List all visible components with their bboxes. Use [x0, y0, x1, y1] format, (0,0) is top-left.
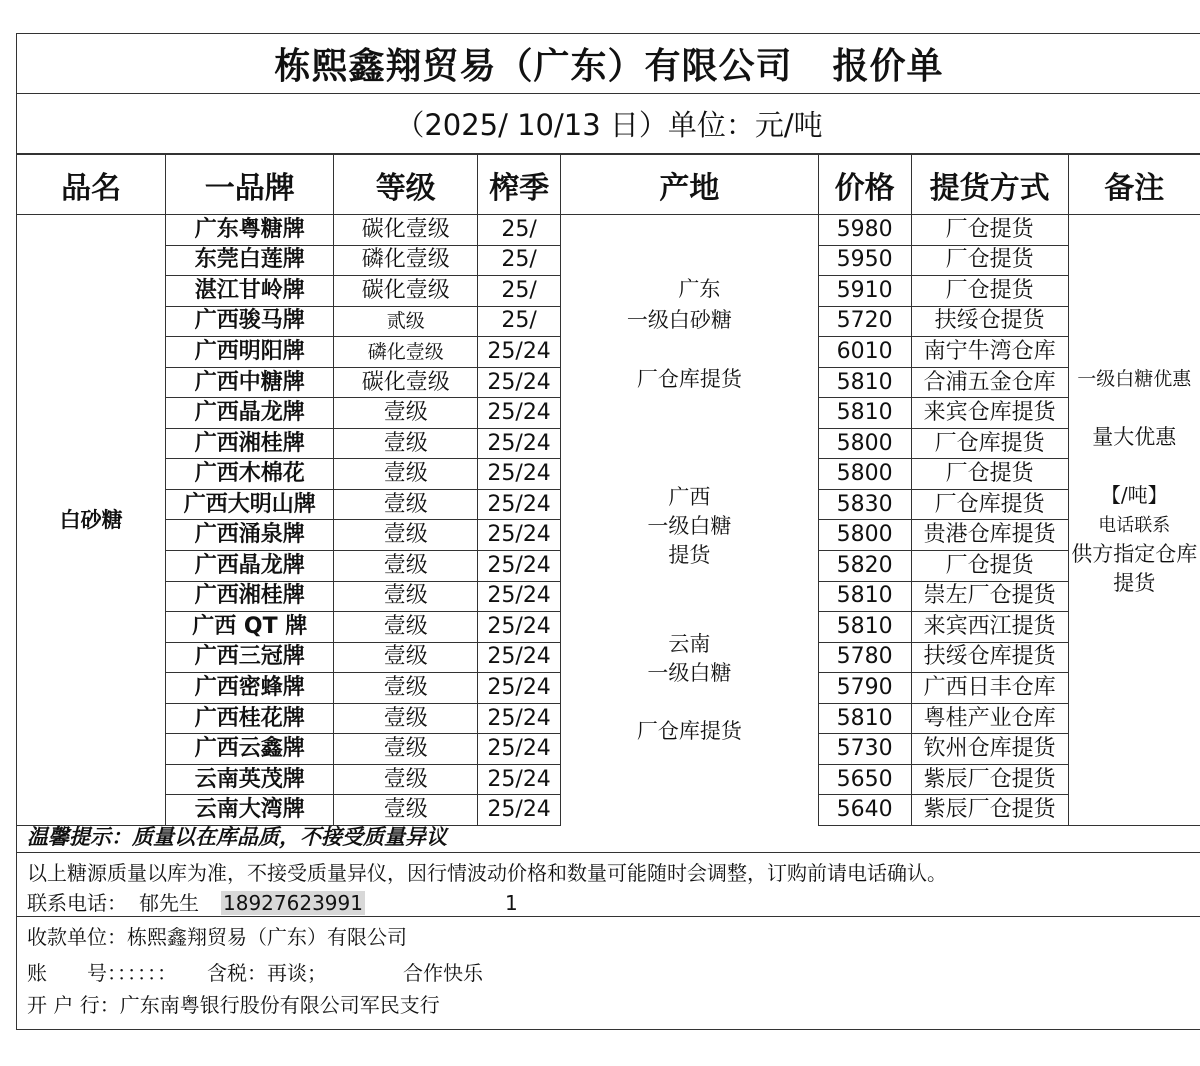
brand-cell: 广西明阳牌 [166, 337, 334, 368]
season-cell: 25/24 [478, 367, 561, 398]
payee-line: 收款单位：栋熙鑫翔贸易（广东）有限公司 [27, 925, 407, 949]
origin-note-gd1: 广东 [678, 277, 721, 301]
col-header-brand: 一品牌 [166, 155, 334, 215]
season-cell: 25/24 [478, 398, 561, 429]
price-cell: 5810 [818, 367, 911, 398]
contact-line [27, 887, 518, 916]
brand-cell: 湛江甘岭牌 [166, 276, 334, 307]
contact-extra: 1 [504, 891, 518, 915]
col-header-season: 榨季 [478, 155, 561, 215]
price-cell: 5650 [818, 764, 911, 795]
delivery-cell: 崇左厂仓提货 [911, 581, 1068, 612]
grade-cell: 碳化壹级 [334, 215, 478, 246]
price-cell: 5810 [818, 612, 911, 643]
season-cell: 25/24 [478, 489, 561, 520]
season-cell: 25/24 [478, 459, 561, 490]
col-header-remark: 备注 [1068, 155, 1200, 215]
delivery-cell: 扶绥仓提货 [911, 306, 1068, 337]
delivery-cell: 厂仓提货 [911, 276, 1068, 307]
bank-line: 开 户 行：广东南粤银行股份有限公司军民支行 [27, 993, 440, 1017]
delivery-cell: 厂仓提货 [911, 551, 1068, 582]
remark-cell [1068, 215, 1200, 826]
quotation-sheet [16, 33, 1200, 1030]
grade-cell: 壹级 [334, 734, 478, 765]
coop-note: 合作快乐 [403, 961, 483, 985]
remark-r4: 电话联系 [1098, 515, 1171, 536]
price-cell: 6010 [818, 337, 911, 368]
company-name: 栋熙鑫翔贸易（广东）有限公司 [274, 46, 793, 87]
origin-note-yn1: 云南 [668, 632, 711, 656]
price-cell: 5640 [818, 795, 911, 826]
product-name-cell: 白砂糖 [17, 215, 166, 826]
remark-r3: 【/吨】 [1100, 483, 1168, 507]
price-cell: 5820 [818, 551, 911, 582]
season-cell: 25/24 [478, 795, 561, 826]
doc-title: 报价单 [832, 46, 944, 87]
grade-cell: 壹级 [334, 489, 478, 520]
brand-cell: 广西桂花牌 [166, 703, 334, 734]
brand-cell: 云南英茂牌 [166, 764, 334, 795]
contact-label: 联系电话： [27, 891, 127, 915]
season-cell: 25/24 [478, 551, 561, 582]
brand-cell: 广西三冠牌 [166, 642, 334, 673]
price-cell: 5830 [818, 489, 911, 520]
brand-cell: 东莞白莲牌 [166, 245, 334, 276]
grade-cell: 贰级 [334, 306, 478, 337]
remark-r5: 供方指定仓库提货 [1071, 542, 1198, 595]
season-cell: 25/24 [478, 520, 561, 551]
grade-cell: 壹级 [334, 795, 478, 826]
delivery-cell: 厂仓库提货 [911, 428, 1068, 459]
payment-info [17, 917, 1200, 1031]
price-cell: 5730 [818, 734, 911, 765]
grade-cell: 壹级 [334, 612, 478, 643]
brand-cell: 广西涌泉牌 [166, 520, 334, 551]
brand-cell: 广西 QT 牌 [166, 612, 334, 643]
price-cell: 5810 [818, 581, 911, 612]
brand-cell: 广西骏马牌 [166, 306, 334, 337]
delivery-cell: 紫辰厂仓提货 [911, 764, 1068, 795]
page-title [17, 34, 1200, 94]
table-row [17, 215, 1200, 246]
brand-cell: 广西云鑫牌 [166, 734, 334, 765]
delivery-cell: 厂仓提货 [911, 215, 1068, 246]
remark-r1: 一级白糖优惠 [1077, 368, 1192, 390]
season-cell: 25/ [478, 276, 561, 307]
delivery-cell: 来宾西江提货 [911, 612, 1068, 643]
season-cell: 25/24 [478, 764, 561, 795]
col-header-grade: 等级 [334, 155, 478, 215]
season-cell: 25/24 [478, 642, 561, 673]
brand-cell: 广西晶龙牌 [166, 398, 334, 429]
season-cell: 25/ [478, 306, 561, 337]
delivery-cell: 厂仓提货 [911, 245, 1068, 276]
grade-cell: 壹级 [334, 398, 478, 429]
price-cell: 5780 [818, 642, 911, 673]
season-cell: 25/24 [478, 428, 561, 459]
brand-cell: 广西大明山牌 [166, 489, 334, 520]
grade-cell: 壹级 [334, 428, 478, 459]
season-cell: 25/24 [478, 703, 561, 734]
brand-cell: 广西密蜂牌 [166, 673, 334, 704]
phone-number[interactable]: 18927623991 [223, 891, 363, 915]
season-cell: 25/24 [478, 734, 561, 765]
price-table [17, 154, 1200, 826]
delivery-cell: 钦州仓库提货 [911, 734, 1068, 765]
brand-cell: 广东粤糖牌 [166, 215, 334, 246]
season-cell: 25/24 [478, 612, 561, 643]
brand-cell: 广西湘桂牌 [166, 581, 334, 612]
price-cell: 5720 [818, 306, 911, 337]
price-cell: 5800 [818, 520, 911, 551]
season-cell: 25/24 [478, 673, 561, 704]
origin-note-gx2: 一级白糖 [647, 514, 732, 538]
season-cell: 25/ [478, 245, 561, 276]
grade-cell: 壹级 [334, 673, 478, 704]
delivery-cell: 来宾仓库提货 [911, 398, 1068, 429]
grade-cell: 壹级 [334, 703, 478, 734]
delivery-cell: 紫辰厂仓提货 [911, 795, 1068, 826]
grade-cell: 磷化壹级 [334, 337, 478, 368]
price-cell: 5790 [818, 673, 911, 704]
origin-note-yn3: 厂仓库提货 [636, 719, 742, 743]
notice-block [17, 853, 1200, 917]
origin-notes [561, 215, 818, 795]
season-cell: 25/ [478, 215, 561, 246]
price-cell: 5950 [818, 245, 911, 276]
account-label: 账 号：：：：：： [27, 961, 177, 985]
grade-cell: 壹级 [334, 520, 478, 551]
col-header-origin: 产地 [561, 155, 819, 215]
price-cell: 5810 [818, 703, 911, 734]
col-header-price: 价格 [818, 155, 911, 215]
grade-cell: 壹级 [334, 551, 478, 582]
price-cell: 5980 [818, 215, 911, 246]
remark-r2: 量大优惠 [1092, 425, 1177, 449]
grade-cell: 磷化壹级 [334, 245, 478, 276]
remark-notes [1069, 215, 1200, 825]
grade-cell: 碳化壹级 [334, 367, 478, 398]
delivery-cell: 扶绥仓库提货 [911, 642, 1068, 673]
brand-cell: 云南大湾牌 [166, 795, 334, 826]
grade-cell: 壹级 [334, 642, 478, 673]
origin-cell [561, 215, 819, 826]
warm-tips: 温馨提示：质量以在库品质，不接受质量异议 [17, 821, 1200, 853]
delivery-cell: 广西日丰仓库 [911, 673, 1068, 704]
delivery-cell: 厂仓库提货 [911, 489, 1068, 520]
brand-cell: 广西湘桂牌 [166, 428, 334, 459]
grade-cell: 碳化壹级 [334, 276, 478, 307]
grade-cell: 壹级 [334, 764, 478, 795]
price-cell: 5910 [818, 276, 911, 307]
date-unit-line: （2025/ 10/13 日）单位：元/吨 [17, 94, 1200, 154]
origin-note-gd3: 厂仓库提货 [636, 367, 742, 391]
brand-cell: 广西中糖牌 [166, 367, 334, 398]
notice-text: 以上糖源质量以库为准，不接受质量异仪，因行情波动价格和数量可能随时会调整，订购前请电话确认。 [27, 861, 947, 885]
origin-note-gx3: 提货 [668, 543, 711, 567]
brand-cell: 广西晶龙牌 [166, 551, 334, 582]
col-header-delivery: 提货方式 [911, 155, 1068, 215]
season-cell: 25/24 [478, 581, 561, 612]
grade-cell: 壹级 [334, 459, 478, 490]
brand-cell: 广西木棉花 [166, 459, 334, 490]
origin-note-gx1: 广西 [668, 485, 711, 509]
origin-note-gd2: 一级白砂糖 [626, 308, 732, 332]
price-cell: 5800 [818, 428, 911, 459]
origin-note-yn2: 一级白糖 [647, 661, 732, 685]
delivery-cell: 南宁牛湾仓库 [911, 337, 1068, 368]
price-cell: 5810 [818, 398, 911, 429]
account-line [27, 957, 483, 986]
season-cell: 25/24 [478, 337, 561, 368]
delivery-cell: 贵港仓库提货 [911, 520, 1068, 551]
col-header-name: 品名 [17, 155, 166, 215]
grade-cell: 壹级 [334, 581, 478, 612]
delivery-cell: 厂仓提货 [911, 459, 1068, 490]
table-header-row [17, 155, 1200, 215]
price-cell: 5800 [818, 459, 911, 490]
delivery-cell: 粤桂产业仓库 [911, 703, 1068, 734]
delivery-cell: 合浦五金仓库 [911, 367, 1068, 398]
contact-name: 郁先生 [139, 891, 199, 915]
tax-note: 含税：再谈； [207, 961, 327, 985]
